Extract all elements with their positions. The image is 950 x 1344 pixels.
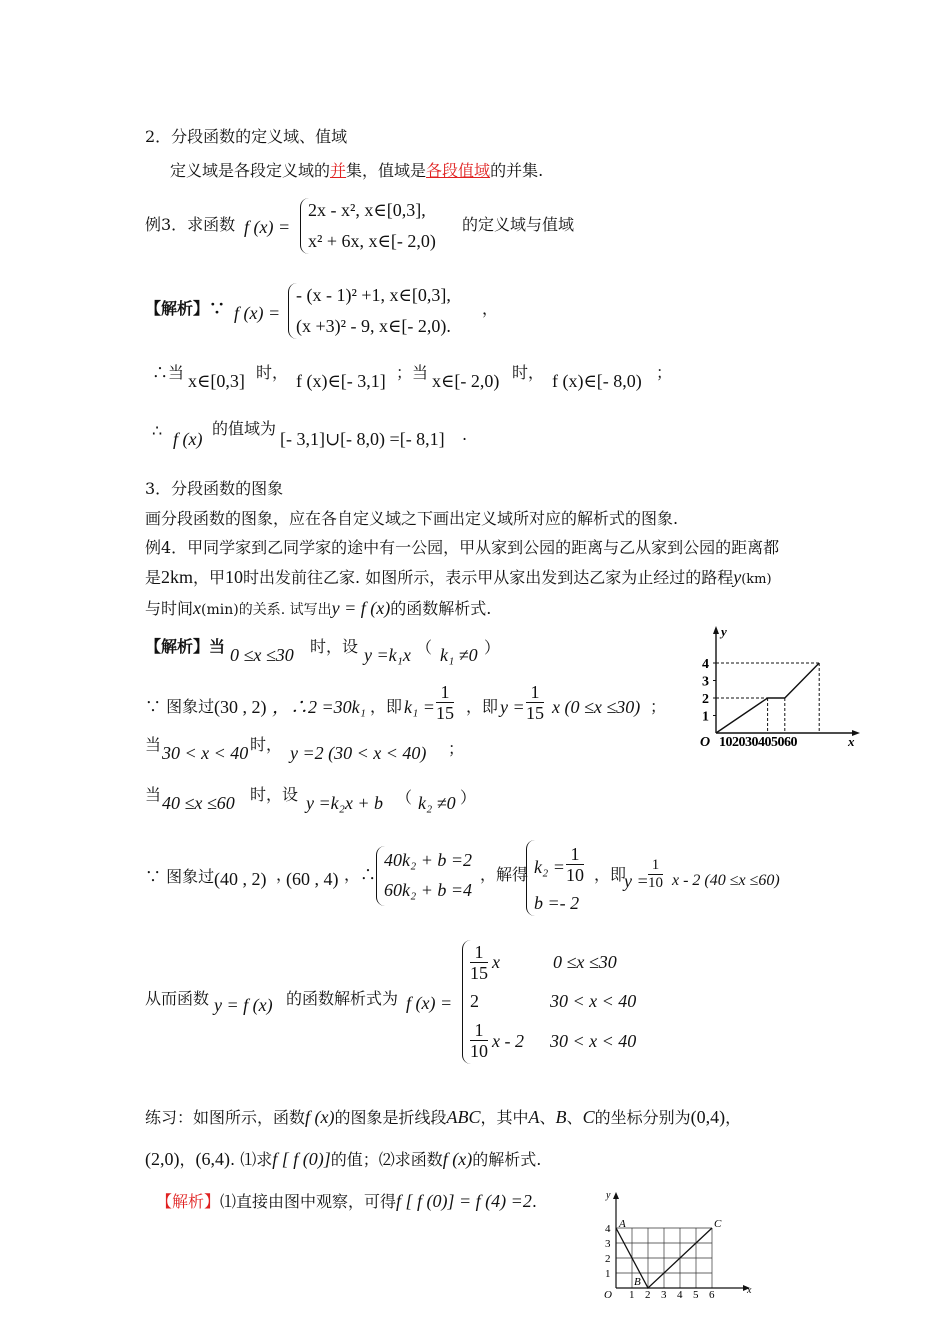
practice-fx2: f (x)	[442, 1149, 473, 1169]
x-tick-label: 5	[693, 1289, 699, 1301]
ex4-yfx: y = f (x)	[331, 598, 391, 618]
sol3-fx: f (x) =	[234, 303, 281, 323]
sol4-c2-cond: 30 < x < 40	[550, 991, 637, 1011]
section3-text: 画分段函数的图象，应在各自定义域之下画出定义域所对应的解析式的图象.	[145, 509, 679, 528]
sol4-label: 【解析】当	[145, 637, 226, 656]
x-tick-labels: 102030405060	[719, 735, 797, 750]
sol4-s5-therefore: ，∴	[344, 865, 377, 884]
fraction-denominator: 10	[648, 875, 663, 891]
sol4-s3-when: 当	[145, 735, 162, 754]
sol4-s2-expr: x (0 ≤x ≤30)	[552, 697, 641, 717]
fraction-denominator: 10	[470, 1041, 488, 1061]
sol3-period: .	[462, 425, 468, 444]
sol4-s4-cond: k₂ ≠0	[418, 793, 456, 813]
ex4-distance: 2km	[161, 567, 194, 587]
sol4-c1-x: x	[492, 952, 500, 972]
sol4-s2-k1: k₁ =	[404, 697, 435, 717]
x-tick-label: 2	[645, 1289, 651, 1301]
x-tick-label: 6	[709, 1289, 715, 1301]
ex4-unit-min: (min)的关系. 试写出	[201, 602, 332, 618]
ex4-text: 是	[145, 568, 162, 587]
x-tick-label: 1	[629, 1289, 635, 1301]
sol3-range1: f (x)∈[- 3,1]	[296, 371, 386, 391]
sol4-s6-yfx: y = f (x)	[214, 995, 273, 1015]
sol4-s3-time: 时，	[250, 735, 283, 754]
practice-point-c: C	[582, 1107, 595, 1127]
fraction-denominator: 15	[436, 703, 454, 723]
practice-coord-c: (6,4)	[195, 1149, 231, 1169]
origin-label: O	[700, 735, 711, 750]
sol4-s1-paren-close: ）	[484, 638, 501, 657]
practice-answer: f [ f (0)] = f (4) =2	[396, 1191, 532, 1211]
chart-distance-time	[688, 620, 868, 750]
x-axis-label: x	[848, 734, 855, 749]
sol4-s5-comma: ，	[276, 865, 293, 884]
practice-sep: 、	[566, 1108, 583, 1127]
sol3-semicolon2: ；	[656, 363, 673, 382]
sol4-s5-eq1: 40k₂ + b =2	[384, 850, 473, 870]
sol4-s5-point1: (40 , 2)	[214, 869, 267, 889]
practice-text: 的坐标分别为	[594, 1108, 691, 1127]
practice-q2: 的值；⑵求函数	[330, 1150, 443, 1169]
y-axis-arrow	[613, 1192, 619, 1199]
sol4-s3-semicolon: ；	[448, 739, 465, 758]
y-tick-label: 4	[605, 1223, 611, 1235]
ex4-text: ，甲	[193, 568, 226, 587]
y-tick-label: 1	[702, 709, 709, 725]
ex3-fx: f (x) =	[244, 217, 291, 237]
section2-text-e: 的并集.	[490, 161, 544, 180]
y-tick-label: 4	[702, 657, 709, 672]
sol4-s5-eq2: 60k₂ + b =4	[384, 880, 473, 900]
sol4-s4-paren: （	[396, 788, 413, 807]
ex4-unit-km: (km)	[741, 572, 772, 587]
sol4-s2-fraction	[436, 682, 454, 723]
sol3-label: 【解析】∵	[145, 299, 226, 318]
sol3-semicolon1: ；当	[396, 363, 429, 382]
origin-label: O	[604, 1289, 612, 1301]
sol4-s1-model: y =k₁x	[364, 645, 411, 665]
sol4-s2-point: (30 , 2)	[214, 697, 267, 717]
sol4-s1-interval: 0 ≤x ≤30	[230, 645, 294, 665]
sol4-s2-y: y =	[500, 697, 525, 717]
ex4-text: 时出发前往乙家. 如图所示，表示甲从家出发到达乙家为止经过的路程	[243, 568, 734, 587]
y-axis-label: y	[606, 1190, 611, 1201]
sol4-s5-ie: ，即	[594, 865, 627, 884]
sol4-c1-cond: 0 ≤x ≤30	[553, 952, 617, 972]
fraction-numerator: 1	[436, 682, 454, 703]
fraction-numerator: 1	[470, 1020, 488, 1041]
sol4-s1-paren: （	[416, 638, 433, 657]
sol3-case2: (x +3)² - 9, x∈[- 2,0).	[296, 316, 451, 336]
sol4-s1-cond: k₁ ≠0	[440, 645, 478, 665]
ex4-var-x: x	[193, 598, 202, 618]
section2-range-highlight: 各段值域	[426, 161, 491, 180]
section3-heading: 3．分段函数的图象	[145, 479, 284, 498]
practice-point-a: A	[528, 1107, 540, 1127]
ex4-text: 的函数解析式.	[390, 599, 492, 618]
sol3-case1: - (x - 1)² +1, x∈[0,3],	[296, 285, 451, 305]
sol3-range-label: 的值域为	[212, 419, 277, 438]
y-axis-arrow	[713, 626, 719, 634]
sol4-s4-paren-close: ）	[460, 788, 477, 807]
sol4-s5-expr: x - 2 (40 ≤x ≤60)	[672, 872, 780, 889]
chart2-plot	[604, 1190, 752, 1301]
sol3-therefore1: ∴当	[152, 363, 185, 382]
practice-coord-b: (2,0)	[145, 1149, 180, 1169]
sol4-s5-point2: (60 , 4)	[286, 869, 339, 889]
y-axis-label: y	[721, 624, 727, 639]
sol4-s2-fraction2	[526, 682, 544, 723]
x-tick-label: 3	[661, 1289, 667, 1301]
point-a-label: A	[619, 1218, 626, 1230]
y-tick-label: 1	[605, 1268, 611, 1280]
ex4-line3	[145, 597, 491, 621]
sol4-s4-time: 时，设	[250, 785, 299, 804]
sol3-therefore2: ∴	[152, 421, 163, 440]
fraction-denominator: 15	[526, 703, 544, 723]
chart1-plot	[700, 624, 860, 750]
ex3-case1: 2x - x², x∈[0,3],	[308, 200, 426, 220]
practice-period: .	[531, 1192, 537, 1211]
sol3-when2: 时，	[512, 363, 545, 382]
sol4-s4-model: y =k₂x + b	[306, 793, 384, 813]
practice-sep: 、	[539, 1108, 556, 1127]
sol4-s5-k2: k₂ =	[534, 857, 565, 877]
practice-abc: ABC	[446, 1107, 481, 1127]
sol4-s6-label: 的函数解析式为	[286, 989, 399, 1008]
sol4-s1-when: 时，设	[310, 637, 359, 656]
fraction-numerator: 1	[526, 682, 544, 703]
y-tick-label: 3	[605, 1238, 611, 1250]
fraction-denominator: 15	[470, 963, 488, 983]
sol3-domain1: x∈[0,3]	[188, 371, 245, 391]
y-tick-label: 2	[605, 1253, 611, 1265]
sol4-s5-since: ∵ 图象过	[145, 867, 215, 886]
fraction-numerator: 1	[470, 942, 488, 963]
practice-fx: f (x)	[305, 1107, 335, 1127]
sol4-s3-interval: 30 < x < 40	[162, 743, 249, 763]
sol4-s2-semicolon: ；	[650, 697, 667, 716]
ex4-line1: 例4．甲同学家到乙同学家的途中有一公园，甲从家到公园的距离与乙从家到公园的距离都	[145, 538, 780, 557]
fraction-numerator: 1	[566, 844, 584, 865]
sol4-s2-ie2: ，即	[466, 697, 499, 716]
sol4-s6-text: 从而函数	[145, 989, 210, 1008]
sol4-c1-fraction	[470, 942, 488, 983]
sol4-s2-since: ∵ 图象过	[145, 697, 215, 716]
point-b-label: B	[634, 1276, 641, 1288]
ex3-tail: 的定义域与值域	[462, 215, 575, 234]
sol4-s5-fraction	[566, 844, 584, 885]
practice-text: 的图象是折线段	[334, 1108, 447, 1127]
sol3-when1: 时，	[256, 363, 289, 382]
practice-text: ，其中	[480, 1108, 529, 1127]
sol4-s4-interval: 40 ≤x ≤60	[162, 793, 235, 813]
practice-q1: . ⑴求	[230, 1150, 273, 1169]
sol4-s3-eq: y =2 (30 < x < 40)	[290, 743, 427, 763]
sol4-s2-eq: ，∴2 =30k₁	[272, 697, 366, 717]
section2-text-a: 定义域是各段定义域的	[170, 161, 331, 180]
practice-point-b: B	[555, 1107, 567, 1127]
practice-line2	[145, 1148, 541, 1171]
practice-text: 的解析式.	[472, 1150, 542, 1169]
practice-line3	[156, 1190, 537, 1213]
section2-union-highlight: 并	[330, 161, 347, 180]
practice-text: 练习：如图所示，函数	[145, 1108, 306, 1127]
sol4-s2-ie: ，即	[370, 697, 403, 716]
fraction-denominator: 10	[566, 865, 584, 885]
point-c-label: C	[714, 1218, 722, 1230]
sol4-c2-val: 2	[470, 991, 479, 1011]
practice-line1	[145, 1106, 741, 1129]
sol4-s5-y: y =	[624, 871, 649, 891]
sol4-c3-cond: 30 < x < 40	[550, 1031, 637, 1051]
fraction-numerator: 1	[648, 857, 663, 875]
sol4-s6-fx: f (x) =	[406, 993, 453, 1013]
sol4-s4-when: 当	[145, 785, 162, 804]
practice-coord-a: (0,4)	[690, 1107, 726, 1127]
ex4-var-y: y	[733, 567, 742, 587]
section2-text-c: 集，值域是	[346, 161, 427, 180]
sol3-domain2: x∈[- 2,0)	[432, 371, 500, 391]
sol3-range2: f (x)∈[- 8,0)	[552, 371, 642, 391]
sol4-s5-solve: ，解得	[480, 865, 529, 884]
sol4-c3-fraction	[470, 1020, 488, 1061]
practice-sep: ，	[725, 1108, 742, 1127]
sol3-range-union: [- 3,1]∪[- 8,0) =[- 8,1]	[280, 429, 445, 449]
sol4-c3-x: x - 2	[492, 1031, 524, 1051]
ex3-label: 例3．求函数	[145, 215, 236, 234]
practice-composite: f [ f (0)]	[272, 1149, 331, 1169]
chart-polyline-abc	[596, 1190, 766, 1305]
practice-text: ⑴直接由图中观察，可得	[220, 1192, 397, 1211]
x-tick-label: 4	[677, 1289, 683, 1301]
section2-paragraph	[170, 160, 543, 182]
practice-sep: ，	[179, 1150, 196, 1169]
sol4-s5-b: b =- 2	[534, 893, 580, 913]
ex4-text: 与时间	[145, 599, 194, 618]
y-tick-label: 2	[702, 692, 709, 707]
ex3-case2: x² + 6x, x∈[- 2,0)	[308, 231, 436, 251]
practice-solution-label: 【解析】	[156, 1192, 221, 1211]
section2-heading: 2．分段函数的定义域、值域	[145, 127, 348, 146]
ex4-line2	[145, 566, 772, 591]
sol3-fx2: f (x)	[173, 429, 203, 449]
sol3-comma: ，	[482, 299, 499, 318]
ex4-hour: 10	[225, 567, 244, 587]
y-tick-label: 3	[702, 674, 709, 690]
x-axis-label: x	[747, 1285, 752, 1296]
sol4-s5-fraction2	[648, 857, 663, 892]
